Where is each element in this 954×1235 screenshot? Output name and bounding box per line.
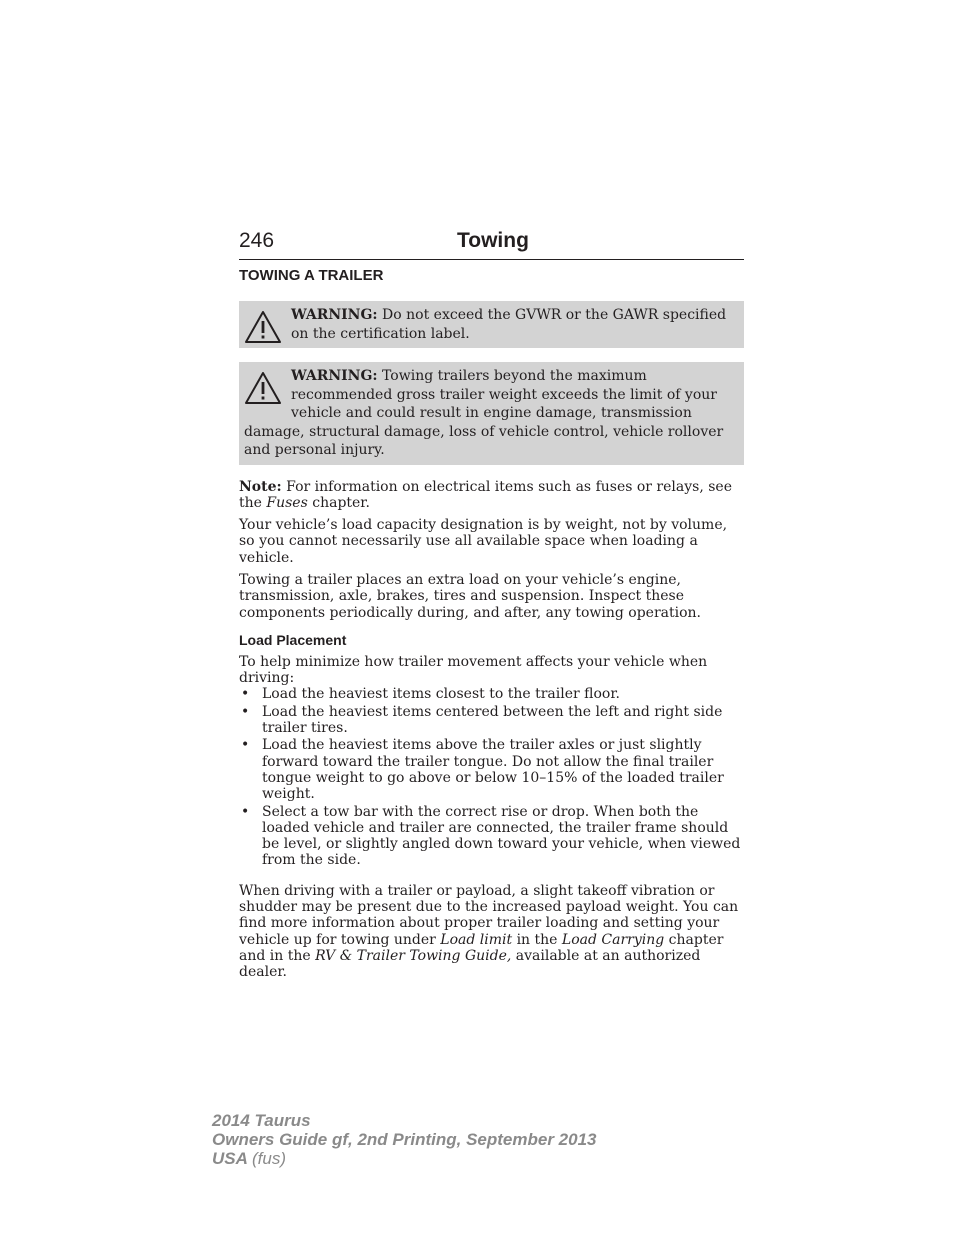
note-paragraph [239, 479, 744, 512]
closing-text: available at an authorized dealer. [239, 947, 701, 981]
footer-region [212, 1149, 596, 1168]
warning-text: Do not exceed the GVWR or the GAWR specified on the certification label. [291, 307, 727, 342]
list-item [239, 686, 744, 702]
chapter-title: Towing [457, 229, 529, 252]
footer-model: 2014 Taurus [212, 1111, 311, 1130]
footer-region-suffix: (fus) [252, 1149, 286, 1168]
warning-label: WARNING: [291, 307, 378, 323]
section-title: TOWING A TRAILER [239, 267, 384, 284]
warning-label: WARNING: [291, 368, 378, 384]
warning-triangle-icon [244, 309, 282, 345]
note-label: Note: [239, 478, 282, 495]
bullet-list [239, 686, 744, 868]
closing-text: in the [516, 931, 558, 948]
warning-text: Towing trailers beyond the maximum recommended gross trailer weight exceeds the limit of your vehicle and could result in engine damage, transmission damage, structural damage, loss of vehicle control, vehicle rollover and personal injury. [244, 368, 724, 458]
note-text: For information on electrical items such as fuses or relays, see the [239, 478, 732, 511]
reference-load-carrying: Load Carrying [561, 931, 665, 948]
bullet-marker: • [241, 737, 250, 754]
closing-text: When driving with a trailer or payload, a slight takeoff vibration or shudder may be present due to the increased payload weight. You can find more information about proper trailer loading and setting your vehicle up for towing under [239, 882, 739, 948]
warning-box [239, 301, 744, 348]
subsection-heading: Load Placement [239, 631, 347, 648]
page-footer [212, 1111, 596, 1168]
body-paragraph: Towing a trailer places an extra load on your vehicle’s engine, transmission, axle, brakes, tires and suspension. Inspect these components periodically during, and after, any towing operation. [239, 571, 701, 621]
footer-region-code: USA [212, 1149, 248, 1168]
list-item-text: Load the heaviest items centered between the left and right side trailer tires. [262, 703, 723, 737]
reference-rv-guide: RV & Trailer Towing Guide, [315, 947, 512, 964]
page-header [239, 228, 744, 260]
list-item [239, 704, 744, 737]
page-number: 246 [239, 229, 275, 252]
footer-edition: Owners Guide gf, 2nd Printing, September 2013 [212, 1130, 597, 1149]
page-content [239, 266, 744, 987]
reference-load-limit: Load limit [440, 931, 513, 948]
note-text-end: chapter. [312, 494, 370, 511]
warning-box [239, 362, 744, 465]
list-item [239, 804, 744, 869]
list-item-text: Load the heaviest items closest to the trailer floor. [262, 686, 620, 703]
list-item-text: Load the heaviest items above the trailer axles or just slightly forward toward the trailer tongue. Do not allow the final trailer tongue weight to go above or below 10–15% of the loaded trailer weight. [262, 737, 724, 803]
bullet-marker: • [241, 686, 250, 703]
bullet-marker: • [241, 703, 250, 720]
closing-paragraph [239, 883, 744, 981]
bullet-marker: • [241, 803, 250, 820]
closing-text: chapter and in the [239, 931, 724, 964]
list-item-text: Select a tow bar with the correct rise or drop. When both the loaded vehicle and trailer are connected, the trailer frame should be level, or slightly angled down toward your vehicle, when viewed from the side. [262, 803, 741, 869]
body-paragraph: To help minimize how trailer movement affects your vehicle when driving: [239, 653, 708, 687]
list-item [239, 737, 744, 802]
warning-triangle-icon [244, 370, 282, 406]
note-link-fuses: Fuses [266, 494, 308, 511]
body-paragraph: Your vehicle’s load capacity designation is by weight, not by volume, so you cannot necessarily use all available space when loading a vehicle. [239, 517, 728, 566]
